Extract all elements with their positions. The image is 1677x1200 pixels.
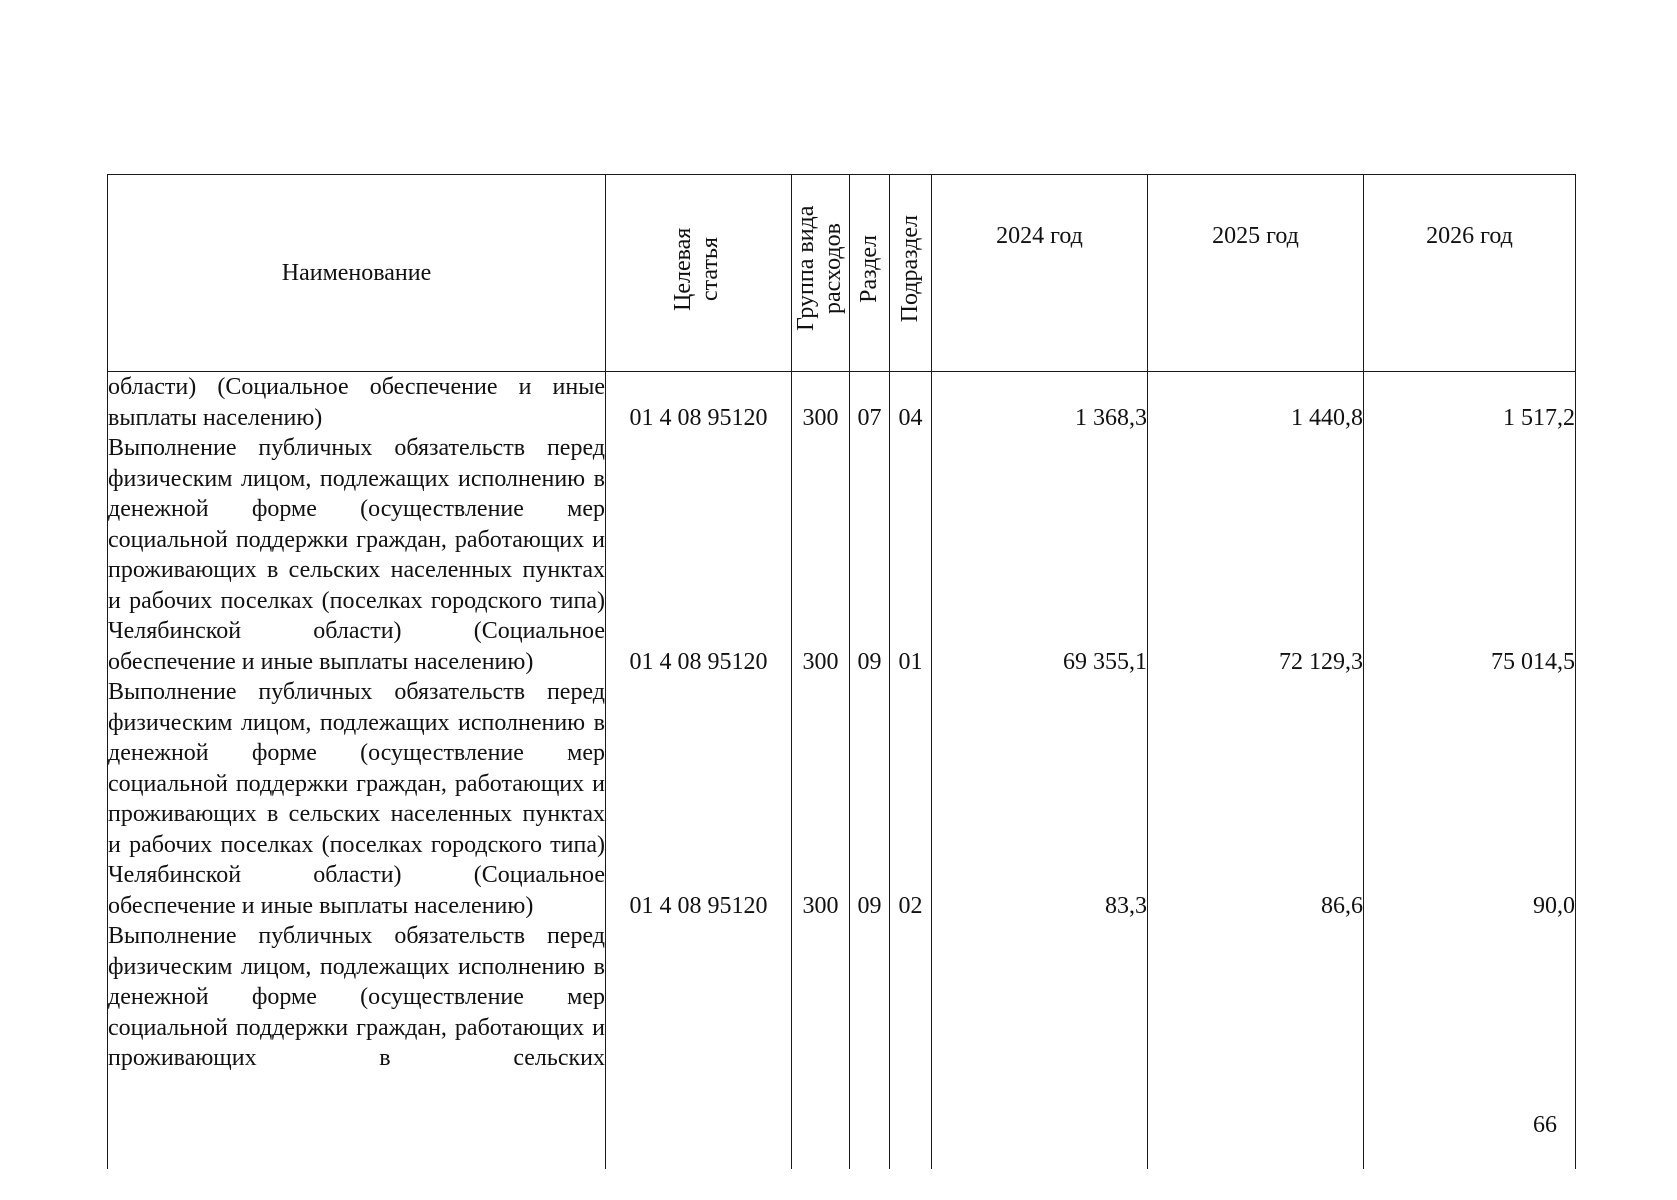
row-2025: 86,6 — [1148, 677, 1364, 921]
budget-table — [107, 174, 1576, 1169]
table-row — [108, 677, 1576, 921]
table-row — [108, 372, 1576, 434]
header-2026: 2026 год — [1364, 175, 1576, 372]
row-2024: 69 355,1 — [932, 433, 1148, 677]
row-subsection: 04 — [890, 372, 932, 434]
row-2025: 1 440,8 — [1148, 372, 1364, 434]
row-subsection: 01 — [890, 433, 932, 677]
header-2025: 2025 год — [1148, 175, 1364, 372]
row-section — [850, 921, 890, 1169]
table-row — [108, 433, 1576, 677]
row-target: 01 4 08 95120 — [606, 372, 792, 434]
row-section: 09 — [850, 677, 890, 921]
row-group — [792, 921, 850, 1169]
row-subsection — [890, 921, 932, 1169]
table-header-row — [108, 175, 1576, 372]
row-2024: 1 368,3 — [932, 372, 1148, 434]
row-2024: 83,3 — [932, 677, 1148, 921]
page-number: 66 — [1533, 1112, 1557, 1138]
row-2025 — [1148, 921, 1364, 1169]
header-group: Группа вида расходов — [792, 175, 850, 372]
header-subsection: Подраздел — [890, 175, 932, 372]
row-name: Выполнение публичных обязательств перед физическим лицом, подлежащих исполнению в денежной форме (осуществление мер социальной поддержки граждан, работающих и проживающих в сельских населенных пунктах и рабочих поселках (поселках городского типа) Челябинской области) (Социальное обеспечение и иные выплаты населению) — [108, 677, 606, 921]
table-row — [108, 921, 1576, 1169]
header-target: Целевая статья — [606, 175, 792, 372]
row-2025: 72 129,3 — [1148, 433, 1364, 677]
row-target — [606, 921, 792, 1169]
row-2024 — [932, 921, 1148, 1169]
row-section: 09 — [850, 433, 890, 677]
row-section: 07 — [850, 372, 890, 434]
header-2024: 2024 год — [932, 175, 1148, 372]
row-group: 300 — [792, 677, 850, 921]
row-target: 01 4 08 95120 — [606, 677, 792, 921]
row-group: 300 — [792, 433, 850, 677]
row-name: Выполнение публичных обязательств перед физическим лицом, подлежащих исполнению в денежной форме (осуществление мер социальной поддержки граждан, работающих и проживающих в сельских населенных пунктах и рабочих поселках (поселках городского типа) Челябинской области) (Социальное обеспечение и иные выплаты населению) — [108, 433, 606, 677]
row-group: 300 — [792, 372, 850, 434]
row-2026: 90,0 — [1364, 677, 1576, 921]
row-2026: 1 517,2 — [1364, 372, 1576, 434]
header-name: Наименование — [108, 175, 606, 372]
row-target: 01 4 08 95120 — [606, 433, 792, 677]
row-2026: 75 014,5 — [1364, 433, 1576, 677]
header-section: Раздел — [850, 175, 890, 372]
row-subsection: 02 — [890, 677, 932, 921]
row-name: Выполнение публичных обязательств перед физическим лицом, подлежащих исполнению в денежной форме (осуществление мер социальной поддержки граждан, работающих и проживающих в сельских — [108, 921, 606, 1169]
row-name: области) (Социальное обеспечение и иные выплаты населению) — [108, 372, 606, 434]
